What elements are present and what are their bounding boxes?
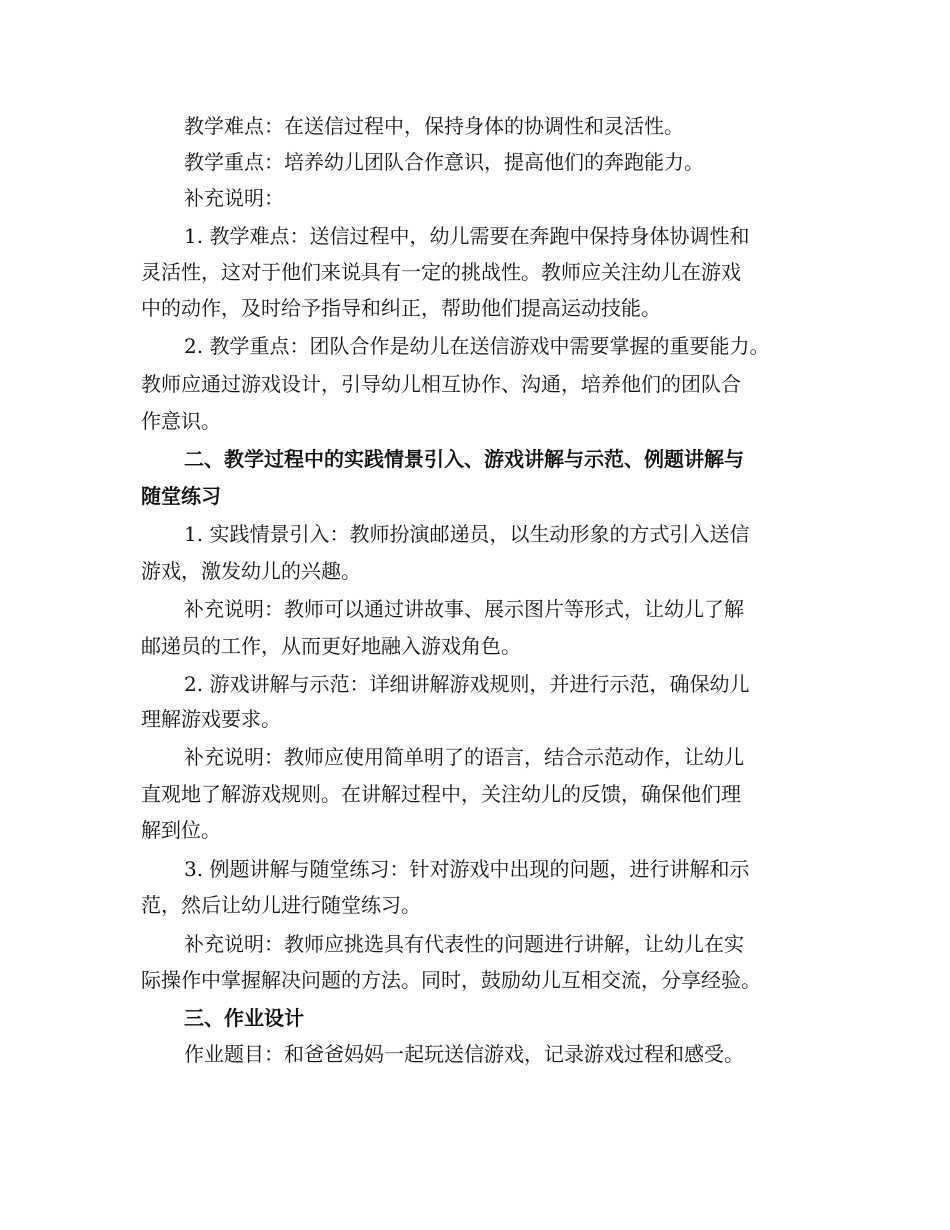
paragraph-line: 中的动作，及时给予指导和纠正，帮助他们提高运动技能。 [141,296,661,320]
paragraph-line: 解到位。 [141,818,221,842]
paragraph-line: 补充说明： [184,186,284,210]
paragraph-line: 补充说明：教师可以通过讲故事、展示图片等形式，让幼儿了解 [184,597,744,621]
paragraph-line: 范，然后让幼儿进行随堂练习。 [141,893,421,917]
paragraph-line: 1. 实践情景引入：教师扮演邮递员，以生动形象的方式引入送信 [184,522,750,546]
paragraph-line: 教师应通过游戏设计，引导幼儿相互协作、沟通，培养他们的团队合 [141,372,741,396]
paragraph-line: 补充说明：教师应使用简单明了的语言，结合示范动作，让幼儿 [184,745,744,769]
paragraph-line: 补充说明：教师应挑选具有代表性的问题进行讲解，让幼儿在实 [184,932,744,956]
paragraph-line: 1. 教学难点：送信过程中，幼儿需要在奔跑中保持身体协调性和 [184,224,750,248]
paragraph-line: 3. 例题讲解与随堂练习：针对游戏中出现的问题，进行讲解和示 [184,857,750,881]
paragraph-line: 直观地了解游戏规则。在讲解过程中，关注幼儿的反馈，确保他们理 [141,782,741,806]
paragraph-line: 教学重点：培养幼儿团队合作意识，提高他们的奔跑能力。 [184,150,704,174]
section-heading: 三、作业设计 [184,1006,304,1030]
paragraph-line: 游戏，激发幼儿的兴趣。 [141,559,361,583]
paragraph-line: 作意识。 [141,409,221,433]
paragraph-line: 理解游戏要求。 [141,707,281,731]
paragraph-line: 2. 教学重点：团队合作是幼儿在送信游戏中需要掌握的重要能力。 [184,334,770,358]
section-heading: 随堂练习 [141,484,221,508]
section-heading: 二、教学过程中的实践情景引入、游戏讲解与示范、例题讲解与 [184,447,744,471]
paragraph-line: 2. 游戏讲解与示范：详细讲解游戏规则，并进行示范，确保幼儿 [184,672,750,696]
paragraph-line: 作业题目：和爸爸妈妈一起玩送信游戏，记录游戏过程和感受。 [184,1042,744,1066]
paragraph-line: 教学难点：在送信过程中，保持身体的协调性和灵活性。 [184,114,684,138]
paragraph-line: 邮递员的工作，从而更好地融入游戏角色。 [141,634,521,658]
paragraph-line: 灵活性，这对于他们来说具有一定的挑战性。教师应关注幼儿在游戏 [141,260,741,284]
paragraph-line: 际操作中掌握解决问题的方法。同时，鼓励幼儿互相交流，分享经验。 [141,968,761,992]
